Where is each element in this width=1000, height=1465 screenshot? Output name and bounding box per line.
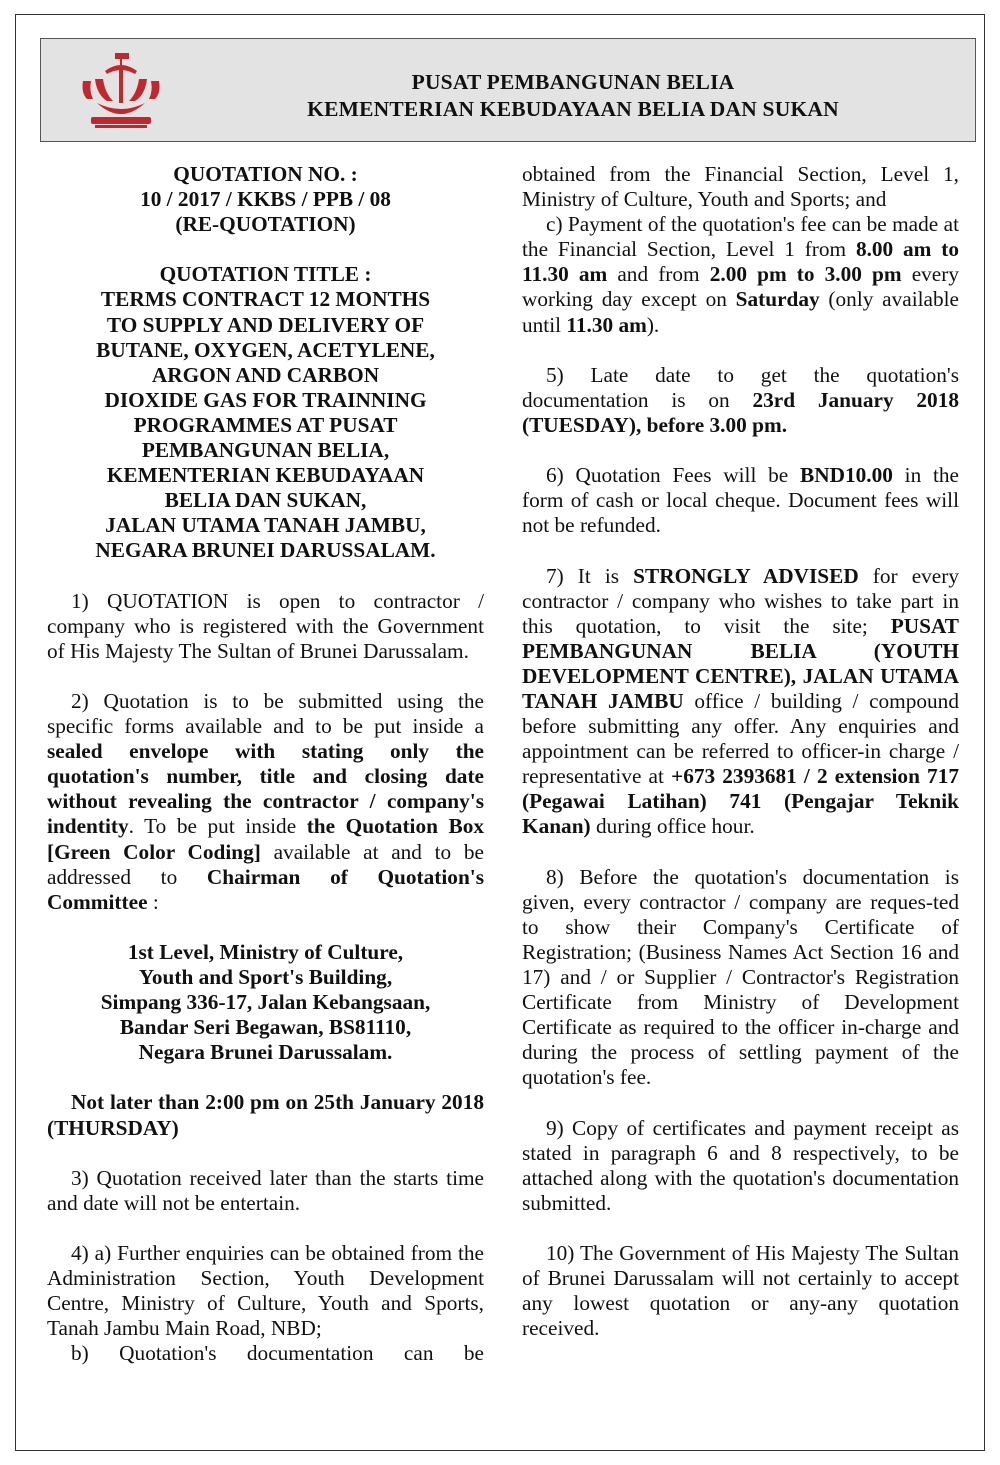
quotation-title-line: ARGON AND CARBON: [151, 362, 380, 387]
paragraph-4c: [522, 212, 959, 337]
paragraph-2-text: 2) Quotation is to be submitted using the specific forms available and to be put inside a: [47, 688, 484, 739]
address-line: 1st Level, Ministry of Culture,: [127, 939, 404, 964]
paragraph-7-text: during office hour.: [590, 814, 755, 839]
quotation-title-line: KEMENTERIAN KEBUDAYAAN: [106, 463, 425, 488]
paragraph-4c-text: and from: [607, 262, 710, 287]
closing-deadline: Not later than 2:00 pm on 25th January 2018 (THURSDAY): [47, 1090, 484, 1140]
paragraph-1: 1) QUOTATION is open to contractor / company who is registered with the Government of His Majesty The Sultan of Brunei Darussalam.: [47, 588, 484, 663]
quotation-number-label: QUOTATION NO. :: [173, 162, 358, 186]
header-line-1: PUSAT PEMBANGUNAN BELIA: [411, 70, 735, 94]
quotation-number-block: [47, 162, 484, 237]
quotation-title-line: NEGARA BRUNEI DARUSSALAM.: [95, 538, 436, 563]
quotation-title-line: DIOXIDE GAS FOR TRAINNING: [104, 387, 427, 412]
quotation-title-line: JALAN UTAMA TANAH JAMBU,: [105, 513, 426, 538]
paragraph-5: [522, 363, 959, 438]
left-column: [47, 162, 484, 1367]
quotation-title-line: TERMS CONTRACT 12 MONTHS: [100, 287, 431, 312]
paragraph-7-text: for every contractor / company who wishes to take part in this quotation, to visit the site;: [522, 563, 959, 638]
paragraph-4c-text: ).: [646, 312, 660, 337]
paragraph-4c-bold: 11.30 am: [566, 312, 647, 337]
quotation-title-line: BELIA DAN SUKAN,: [164, 488, 367, 513]
paragraph-6-bold: BND10.00: [800, 463, 893, 488]
paragraph-7-bold: +673 2393681 / 2 extension 717 (Pegawai Latihan) 741 (Pengajar Teknik Kanan): [522, 764, 959, 839]
paragraph-2: [47, 689, 484, 915]
paragraph-4c-bold: 8.00 am to 11.30 am: [522, 237, 959, 287]
paragraph-4c-text: every working day except on: [522, 262, 959, 312]
address-line: Bandar Seri Begawan, BS81110,: [119, 1015, 412, 1040]
paragraph-2-bold: sealed envelope with stating only the quotation's number, title and closing date without revealing the contractor / company's indentity: [47, 739, 484, 839]
right-column: [522, 162, 959, 1341]
paragraph-4b-continued: obtained from the Financial Section, Level 1, Ministry of Culture, Youth and Sports; and: [522, 162, 959, 212]
paragraph-5-text: 5) Late date to get the quotation's documentation is on: [522, 362, 959, 412]
quotation-number-note: (RE-QUOTATION): [175, 212, 356, 237]
quotation-title-line: PEMBANGUNAN BELIA,: [141, 438, 390, 463]
paragraph-3: 3) Quotation received later than the starts time and date will not be entertain.: [47, 1165, 484, 1215]
paragraph-4a: 4) a) Further enquiries can be obtained from the Administration Section, Youth Development Centre, Ministry of Culture, Youth and Sports, Tanah Jambu Main Road, NBD;: [47, 1241, 484, 1341]
paragraph-4c-bold: Saturday: [735, 287, 820, 312]
paragraph-7-bold: STRONGLY ADVISED: [633, 563, 859, 588]
submission-address: [47, 940, 484, 1065]
paragraph-2-text: . To be put inside: [128, 814, 307, 839]
paragraph-6-text: 6) Quotation Fees will be: [546, 463, 800, 488]
header-banner: [40, 38, 976, 142]
paragraph-9: 9) Copy of certificates and payment receipt as stated in paragraph 6 and 8 respectively, to be attached along with the quotation's documentation submitted.: [522, 1115, 959, 1215]
paragraph-2-bold: Chairman of Quotation's Committee: [47, 864, 484, 914]
paragraph-10: 10) The Government of His Majesty The Sultan of Brunei Darussalam will not certainly to accept any lowest quotation or any-any quotation received.: [522, 1241, 959, 1341]
quotation-title-line: BUTANE, OXYGEN, ACETYLENE,: [96, 337, 435, 362]
paragraph-8: 8) Before the quotation's documentation is given, every contractor / company are reques-ted to show their Company's Certificate of Registration; (Business Names Act Section 16 and 17) and / or Supplier / Contractor's Registration Certificate from Ministry of Development Certificate as required to the officer in-charge and during the process of settling payment of the quotation's fee.: [522, 864, 959, 1090]
quotation-number-value: 10 / 2017 / KKBS / PPB / 08: [140, 187, 391, 212]
quotation-title-line: TO SUPPLY AND DELIVERY OF: [106, 312, 425, 337]
paragraph-4c-text: c) Payment of the quotation's fee can be made at the Financial Section, Level 1 from: [522, 212, 959, 262]
paragraph-7: [522, 564, 959, 840]
paragraph-6: [522, 463, 959, 538]
address-line: Simpang 336-17, Jalan Kebangsaan,: [100, 990, 431, 1015]
paragraph-2-text: available at and to be addressed to: [47, 839, 485, 889]
address-line: Youth and Sport's Building,: [138, 965, 393, 989]
brunei-crest-icon: [77, 51, 165, 129]
paragraph-2-bold: the Quotation Box [Green Color Coding]: [47, 814, 484, 864]
paragraph-4c-text: (only available until: [522, 287, 959, 337]
paragraph-6-text: in the form of cash or local cheque. Document fees will not be refunded.: [522, 463, 959, 538]
paragraph-4c-bold: 2.00 pm to 3.00 pm: [709, 262, 902, 287]
paragraph-5-bold: 23rd January 2018 (TUESDAY), before 3.00 pm.: [522, 387, 959, 437]
header-title: [191, 69, 955, 123]
header-line-2: KEMENTERIAN KEBUDAYAAN BELIA DAN SUKAN: [307, 97, 839, 121]
paragraph-7-bold: PUSAT PEMBANGUNAN BELIA (YOUTH DEVELOPMENT CENTRE), JALAN UTAMA TANAH JAMBU: [522, 613, 959, 713]
quotation-title-label: QUOTATION TITLE :: [159, 262, 372, 287]
address-line: Negara Brunei Darussalam.: [138, 1040, 393, 1065]
paragraph-7-text: 7) It is: [546, 563, 634, 588]
quotation-title-block: [47, 262, 484, 563]
paragraph-2-text: :: [147, 889, 159, 914]
paragraph-4b: b) Quotation's documentation can be: [71, 1341, 484, 1366]
quotation-title-line: PROGRAMMES AT PUSAT: [133, 412, 398, 437]
paragraph-7-text: office / building / compound before submitting any offer. Any enquiries and appointment can be referred to officer-in charge / representative at: [522, 688, 959, 789]
